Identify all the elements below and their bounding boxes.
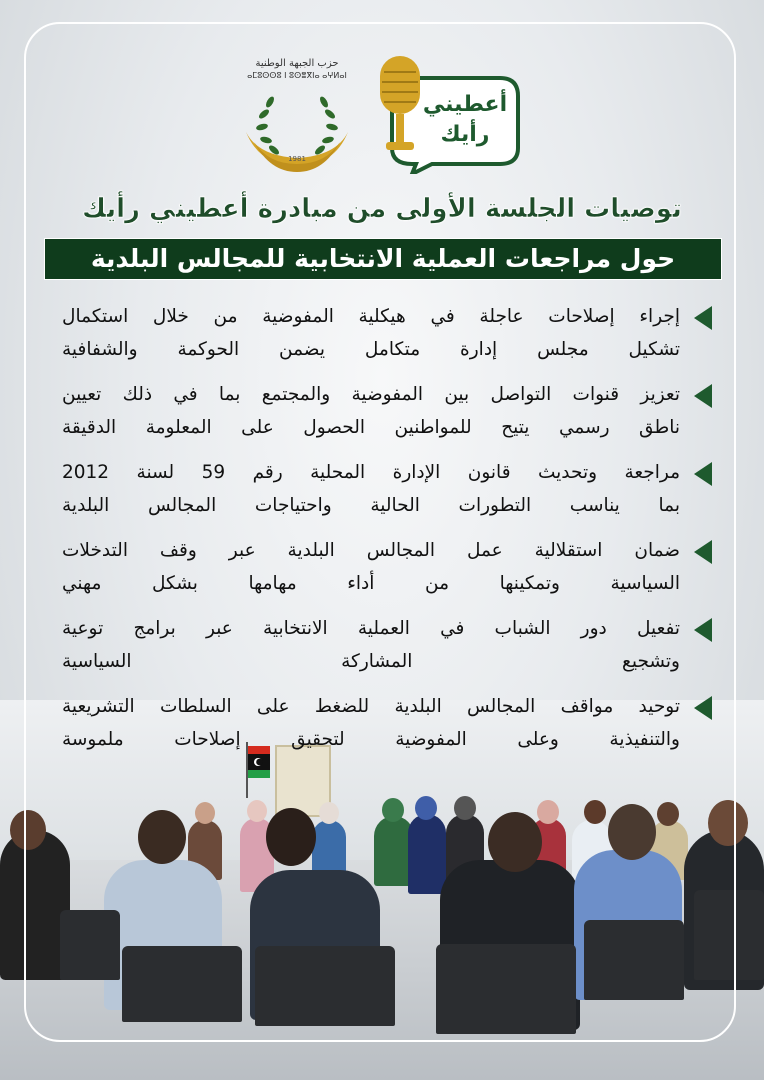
item-line-1: إجراء إصلاحات عاجلة في هيكلية المفوضية من خلال استكمال [62,306,680,327]
item-line-2: وتشجيع المشاركة السياسية [62,651,680,672]
list-item [62,456,702,518]
initiative-logo [372,56,524,174]
initiative-name: أعطيني رأيك [422,92,508,147]
item-line-2: بما يناسب التطورات الحالية واحتياجات المجالس البلدية [62,495,680,516]
triangle-bullet-icon [694,540,712,564]
party-name-tifinagh: ⴰⵎⵓⵙⵙⵓ ⵏ ⵓⵙⴻⴳⵏⴰ ⴰⵖⵍⴰⵏ [247,71,347,80]
triangle-bullet-icon [694,618,712,642]
triangle-bullet-icon [694,384,712,408]
list-item [62,378,702,440]
item-line-1: تفعيل دور الشباب في العملية الانتخابية عبر برامج توعية [62,618,680,639]
list-item [62,612,702,674]
triangle-bullet-icon [694,306,712,330]
item-line-1: مراجعة وتحديث قانون الإدارة المحلية رقم 59 لسنة 2012 [62,462,681,483]
list-item [62,690,702,752]
party-logo [240,58,354,176]
list-item [62,534,702,596]
item-line-2: والتنفيذية وعلى المفوضية لتحقيق إصلاحات ملموسة [62,729,680,750]
item-line-1: ضمان استقلالية عمل المجالس البلدية عبر وقف التدخلات [62,540,680,561]
page-frame [24,22,736,1042]
triangle-bullet-icon [694,462,712,486]
title-line-2: حول مراجعات العملية الانتخابية للمجالس البلدية [44,238,722,280]
item-line-2: السياسية وتمكينها من أداء مهامها بشكل مهني [62,573,680,594]
title-line-1: توصيات الجلسة الأولى من مبادرة أعطيني رأيك [82,194,682,224]
item-line-1: توحيد مواقف المجالس البلدية للضغط على السلطات التشريعية [62,696,680,717]
item-line-2: ناطق رسمي يتيح للمواطنين الحصول على المعلومة الدقيقة [62,417,680,438]
item-line-1: تعزيز قنوات التواصل بين المفوضية والمجتمع بما في ذلك تعيين [62,384,680,405]
party-name: حزب الجبهة الوطنية [255,58,339,69]
triangle-bullet-icon [694,696,712,720]
party-year: 1981 [288,155,306,163]
list-item [62,300,702,362]
item-line-2: تشكيل مجلس إدارة متكامل يضمن الحوكمة والشفافية [62,339,680,360]
